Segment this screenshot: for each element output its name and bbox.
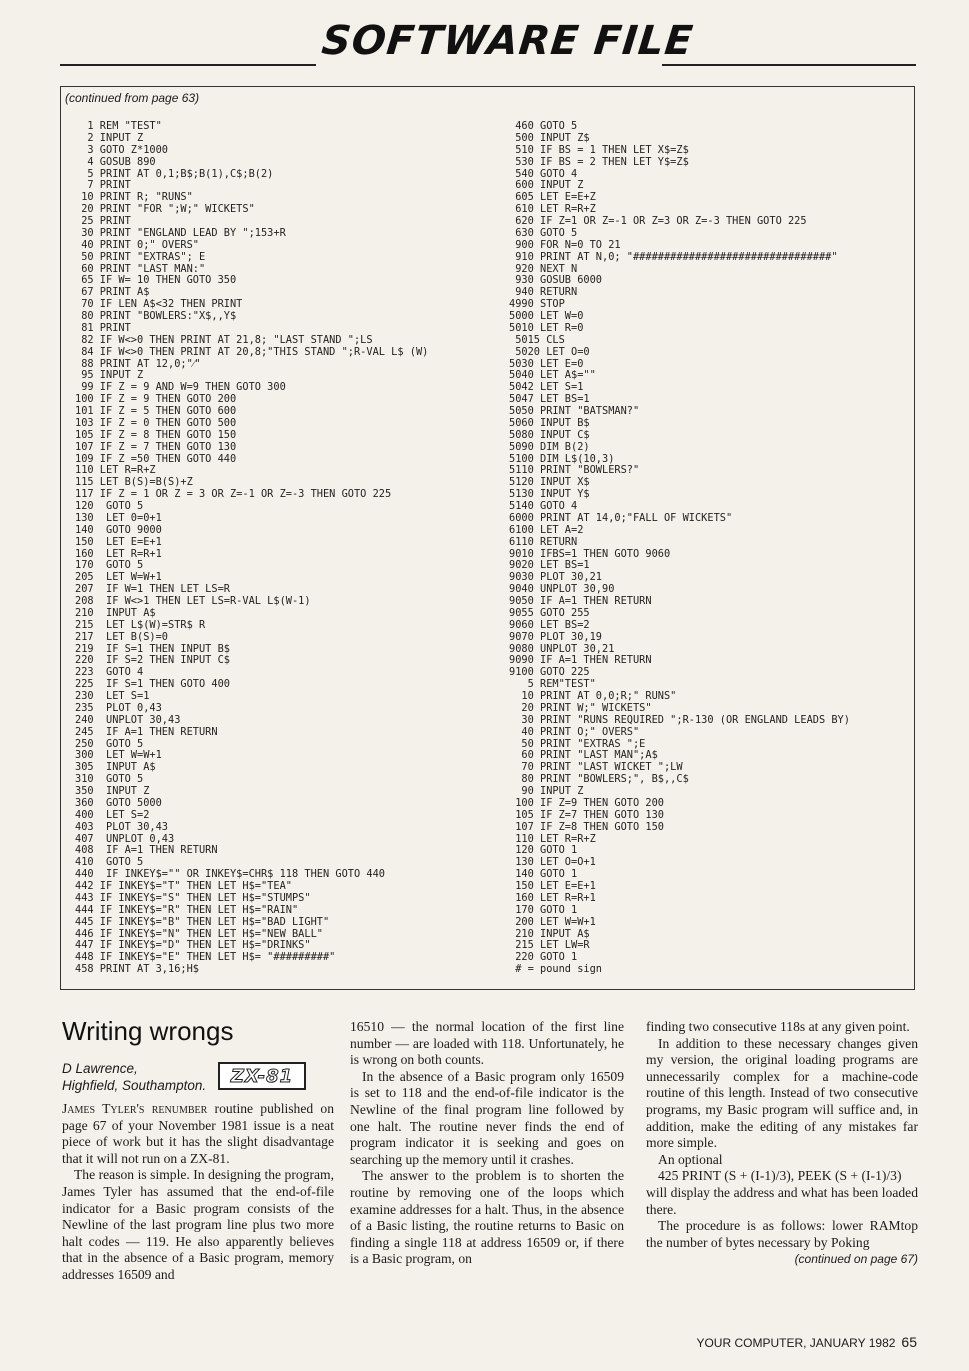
article-byline: D Lawrence, Highfield, Southampton. — [62, 1061, 207, 1093]
article-paragraph: The reason is simple. In designing the program, James Tyler has assumed that the end-of-file indicator for a Basic program consists of the Newline of the last program line plus two more halt codes — 119. He also apparently believes that in the absence of a Basic program, memory addresses 16509 and — [62, 1167, 334, 1282]
article-paragraph: 16510 — the normal location of the first line number — are loaded with 118. Unfortunately, he is wrong on both counts. — [350, 1019, 624, 1068]
article-paragraph: In the absence of a Basic program only 16509 is set to 118 and the end-of-file indicator is the Newline of the final program line followed by one halt. The routine never finds the end of program indicator it is seeking and goes on searching up the memory until it crashes. — [350, 1068, 624, 1167]
header-rule-right — [662, 64, 916, 66]
article-paragraph: finding two consecutive 118s at any given point. — [646, 1019, 910, 1034]
article-paragraph: will display the address and what has been loaded there. — [646, 1184, 918, 1217]
lead-in: James Tyler's renumber — [62, 1101, 208, 1116]
page-footer — [696, 1334, 917, 1350]
continued-from-note: (continued from page 63) — [65, 91, 200, 105]
inline-code-line: 425 PRINT (S + (I-1)/3), PEEK (S + (I-1)/3) — [658, 1168, 902, 1184]
article-paragraph: In addition to these necessary changes given my version, the original loading programs are unnecessarily complex for a machine-code routine of this length. Instead of two consecutive programs, my Basic program will suffice and, in addition, make the editing of any mistakes far more simple. — [646, 1035, 918, 1151]
section-masthead: SOFTWARE FILE — [319, 18, 696, 64]
continued-to-note: (continued on page 67) — [794, 1252, 918, 1267]
listing-left-column: 1 REM "TEST" 2 INPUT Z 3 GOTO Z*1000 4 GOSUB 890 5 PRINT AT 0,1;B$;B(1),C$;B(2) 7 PRINT 10 PRINT R; "RUNS" 20 PRINT "FOR ";W;" WICKETS" 25 PRINT 30 PRINT "ENGLAND LEAD BY ";153+R 40 PRINT 0;" OVERS" 50 PRINT "EXTRAS"; E 60 PRINT "LAST MAN:" 65 IF W= 10 THEN GOTO 350 67 PRINT A$ 70 IF LEN A$<32 THEN PRINT 80 PRINT "BOWLERS:"X$,,Y$ 81 PRINT 82 IF W<>0 THEN PRINT AT 21,8; "LAST STAND ";LS 84 IF W<>0 THEN PRINT AT 20,8;"THIS STAND ";R-VAL L$ (W) 88 PRINT AT 12,0;"⁄" 95 INPUT Z 99 IF Z = 9 AND W=9 THEN GOTO 300 100 IF Z = 9 THEN GOTO 200 101 IF Z = 5 THEN GOTO 600 103 IF Z = 0 THEN GOTO 500 105 IF Z = 8 THEN GOTO 150 107 IF Z = 7 THEN GOTO 130 109 IF Z =50 THEN GOTO 440 110 LET R=R+Z 115 LET B(S)=B(S)+Z 117 IF Z = 1 OR Z = 3 OR Z=-1 OR Z=-3 THEN GOTO 225 120 GOTO 5 130 LET 0=0+1 140 GOTO 9000 150 LET E=E+1 160 LET R=R+1 170 GOTO 5 205 LET W=W+1 207 IF W=1 THEN LET LS=R 208 IF W<>1 THEN LET LS=R-VAL L$(W-1) 210 INPUT A$ 215 LET L$(W)=STR$ R 217 LET B(S)=0 219 IF S=1 THEN INPUT B$ 220 IF S=2 THEN INPUT C$ 223 GOTO 4 225 IF S=1 THEN GOTO 400 230 LET S=1 235 PLOT 0,43 240 UNPLOT 30,43 245 IF A=1 THEN RETURN 250 GOTO 5 300 LET W=W+1 305 INPUT A$ 310 GOTO 5 350 INPUT Z 360 GOTO 5000 400 LET S=2 403 PLOT 30,43 407 UNPLOT 0,43 408 IF A=1 THEN RETURN 410 GOTO 5 440 IF INKEY$="" OR INKEY$=CHR$ 118 THEN GOTO 440 442 IF INKEY$="T" THEN LET H$="TEA" 443 IF INKEY$="S" THEN LET H$="STUMPS" 444 IF INKEY$="R" THEN LET H$="RAIN" 445 IF INKEY$="B" THEN LET H$="BAD LIGHT" 446 IF INKEY$="N" THEN LET H$="NEW BALL" 447 IF INKEY$="D" THEN LET H$="DRINKS" 448 IF INKEY$="E" THEN LET H$= "#########" 458 PRINT AT 3,16;H$ — [75, 120, 429, 976]
article-paragraph: An optional — [658, 1151, 723, 1167]
paragraph-text: routine published on page 67 of your November 1981 issue is a neat piece of work but it has the slight disadvantage that it will not run on a ZX-81. — [62, 1101, 335, 1166]
listing-right-column: 460 GOTO 5 500 INPUT Z$ 510 IF BS = 1 THEN LET X$=Z$ 530 IF BS = 2 THEN LET Y$=Z$ 540 GOTO 4 600 INPUT Z 605 LET E=E+Z 610 LET R=R+Z 620 IF Z=1 OR Z=-1 OR Z=3 OR Z=-3 THEN GOTO 225 630 GOTO 5 900 FOR N=0 TO 21 910 PRINT AT N,0; "################################" 920 NEXT N 930 GOSUB 6000 940 RETURN 4990 STOP 5000 LET W=0 5010 LET R=0 5015 CLS 5020 LET O=0 5030 LET E=0 5040 LET A$="" 5042 LET S=1 5047 LET BS=1 5050 PRINT "BATSMAN?" 5060 INPUT B$ 5080 INPUT C$ 5090 DIM B(2) 5100 DIM L$(10,3) 5110 PRINT "BOWLERS?" 5120 INPUT X$ 5130 INPUT Y$ 5140 GOTO 4 6000 PRINT AT 14,0;"FALL OF WICKETS" 6100 LET A=2 6110 RETURN 9010 IFBS=1 THEN GOTO 9060 9020 LET BS=1 9030 PLOT 30,21 9040 UNPLOT 30,90 9050 IF A=1 THEN RETURN 9055 GOTO 255 9060 LET BS=2 9070 PLOT 30,19 9080 UNPLOT 30,21 9090 IF A=1 THEN RETURN 9100 GOTO 225 5 REM"TEST" 10 PRINT AT 0,0;R;" RUNS" 20 PRINT W;" WICKETS" 30 PRINT "RUNS REQUIRED ";R-130 (OR ENGLAND LEADS BY) 40 PRINT O;" OVERS" 50 PRINT "EXTRAS ";E 60 PRINT "LAST MAN";A$ 70 PRINT "LAST WICKET ";LW 80 PRINT "BOWLERS;", B$,,C$ 90 INPUT Z 100 IF Z=9 THEN GOTO 200 105 IF Z=7 THEN GOTO 130 107 IF Z=8 THEN GOTO 150 110 LET R=R+Z 120 GOTO 1 130 LET O=O+1 140 GOTO 1 150 LET E=E+1 160 LET R=R+1 170 GOTO 1 200 LET W=W+1 210 INPUT A$ 215 LET LW=R 220 GOTO 1 # = pound sign — [509, 120, 850, 976]
article-column-1 — [62, 1101, 334, 1284]
article-column-2 — [350, 1019, 624, 1268]
header-rule-left — [60, 64, 316, 66]
zx81-badge: ZX-81 — [218, 1062, 306, 1090]
article-paragraph: The procedure is as follows: lower RAMtop the number of bytes necessary by Poking — [646, 1218, 918, 1250]
publication-line: YOUR COMPUTER, JANUARY 1982 — [696, 1336, 896, 1350]
article-title: Writing wrongs — [62, 1016, 234, 1046]
article-column-3 — [646, 1019, 918, 1268]
article-paragraph: The answer to the problem is to shorten the routine by removing one of the loops which examine addresses for a halt. Thus, in the absence of a Basic listing, the routine returns to Basic on finding a single 118 at address 16509 or, if there is a Basic program, on — [350, 1168, 624, 1267]
page-number: 65 — [901, 1334, 917, 1350]
program-listing-box — [60, 86, 915, 990]
article-paragraph — [62, 1101, 334, 1167]
